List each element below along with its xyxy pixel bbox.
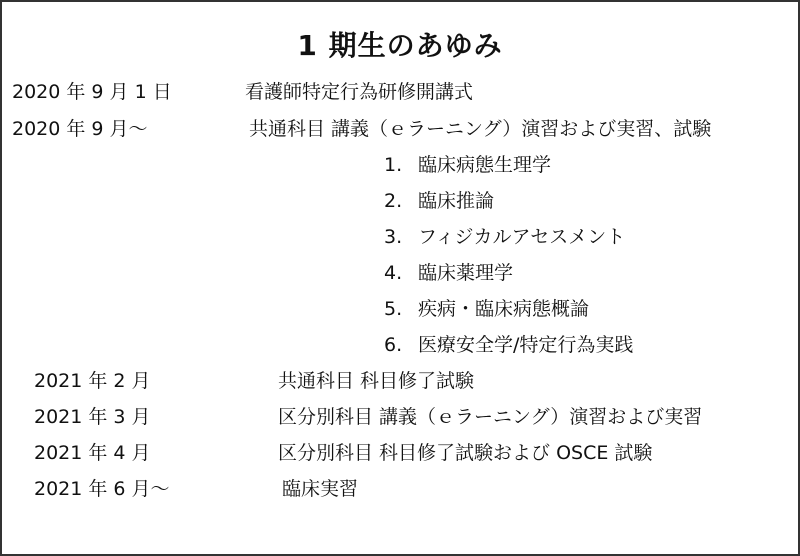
entry-desc-6: 臨床実習 (282, 478, 359, 500)
subject-name-3: フィジカルアセスメント (418, 226, 626, 248)
subject-name-1: 臨床病態生理学 (418, 154, 552, 176)
subject-num-5: 5. (384, 298, 403, 320)
subject-num-1: 1. (384, 154, 403, 176)
entry-desc-3: 共通科目 科目修了試験 (278, 370, 475, 392)
entry-date-4: 2021 年 3 月 (34, 406, 151, 428)
entry-date-5: 2021 年 4 月 (34, 442, 151, 464)
entry-desc-5: 区分別科目 科目修了試験および OSCE 試験 (278, 442, 653, 464)
page-title: 1 期生のあゆみ (297, 29, 503, 62)
subject-name-4: 臨床薬理学 (418, 262, 514, 284)
subject-num-4: 4. (384, 262, 403, 284)
subject-name-6: 医療安全学/特定行為実践 (418, 334, 634, 356)
entry-date-3: 2021 年 2 月 (34, 370, 151, 392)
entry-desc-1: 看護師特定行為研修開講式 (245, 81, 474, 103)
subject-num-2: 2. (384, 190, 403, 212)
entry-date-2: 2020 年 9 月～ (12, 118, 148, 140)
entry-date-1: 2020 年 9 月 1 日 (12, 81, 172, 103)
subject-num-3: 3. (384, 226, 403, 248)
entry-desc-2: 共通科目 講義（ｅラーニング）演習および実習、試験 (249, 118, 712, 140)
entry-desc-4: 区分別科目 講義（ｅラーニング）演習および実習 (278, 406, 703, 428)
subject-name-5: 疾病・臨床病態概論 (418, 298, 590, 320)
subject-num-6: 6. (384, 334, 403, 356)
entry-date-6: 2021 年 6 月～ (34, 478, 170, 500)
subject-name-2: 臨床推論 (418, 190, 495, 212)
